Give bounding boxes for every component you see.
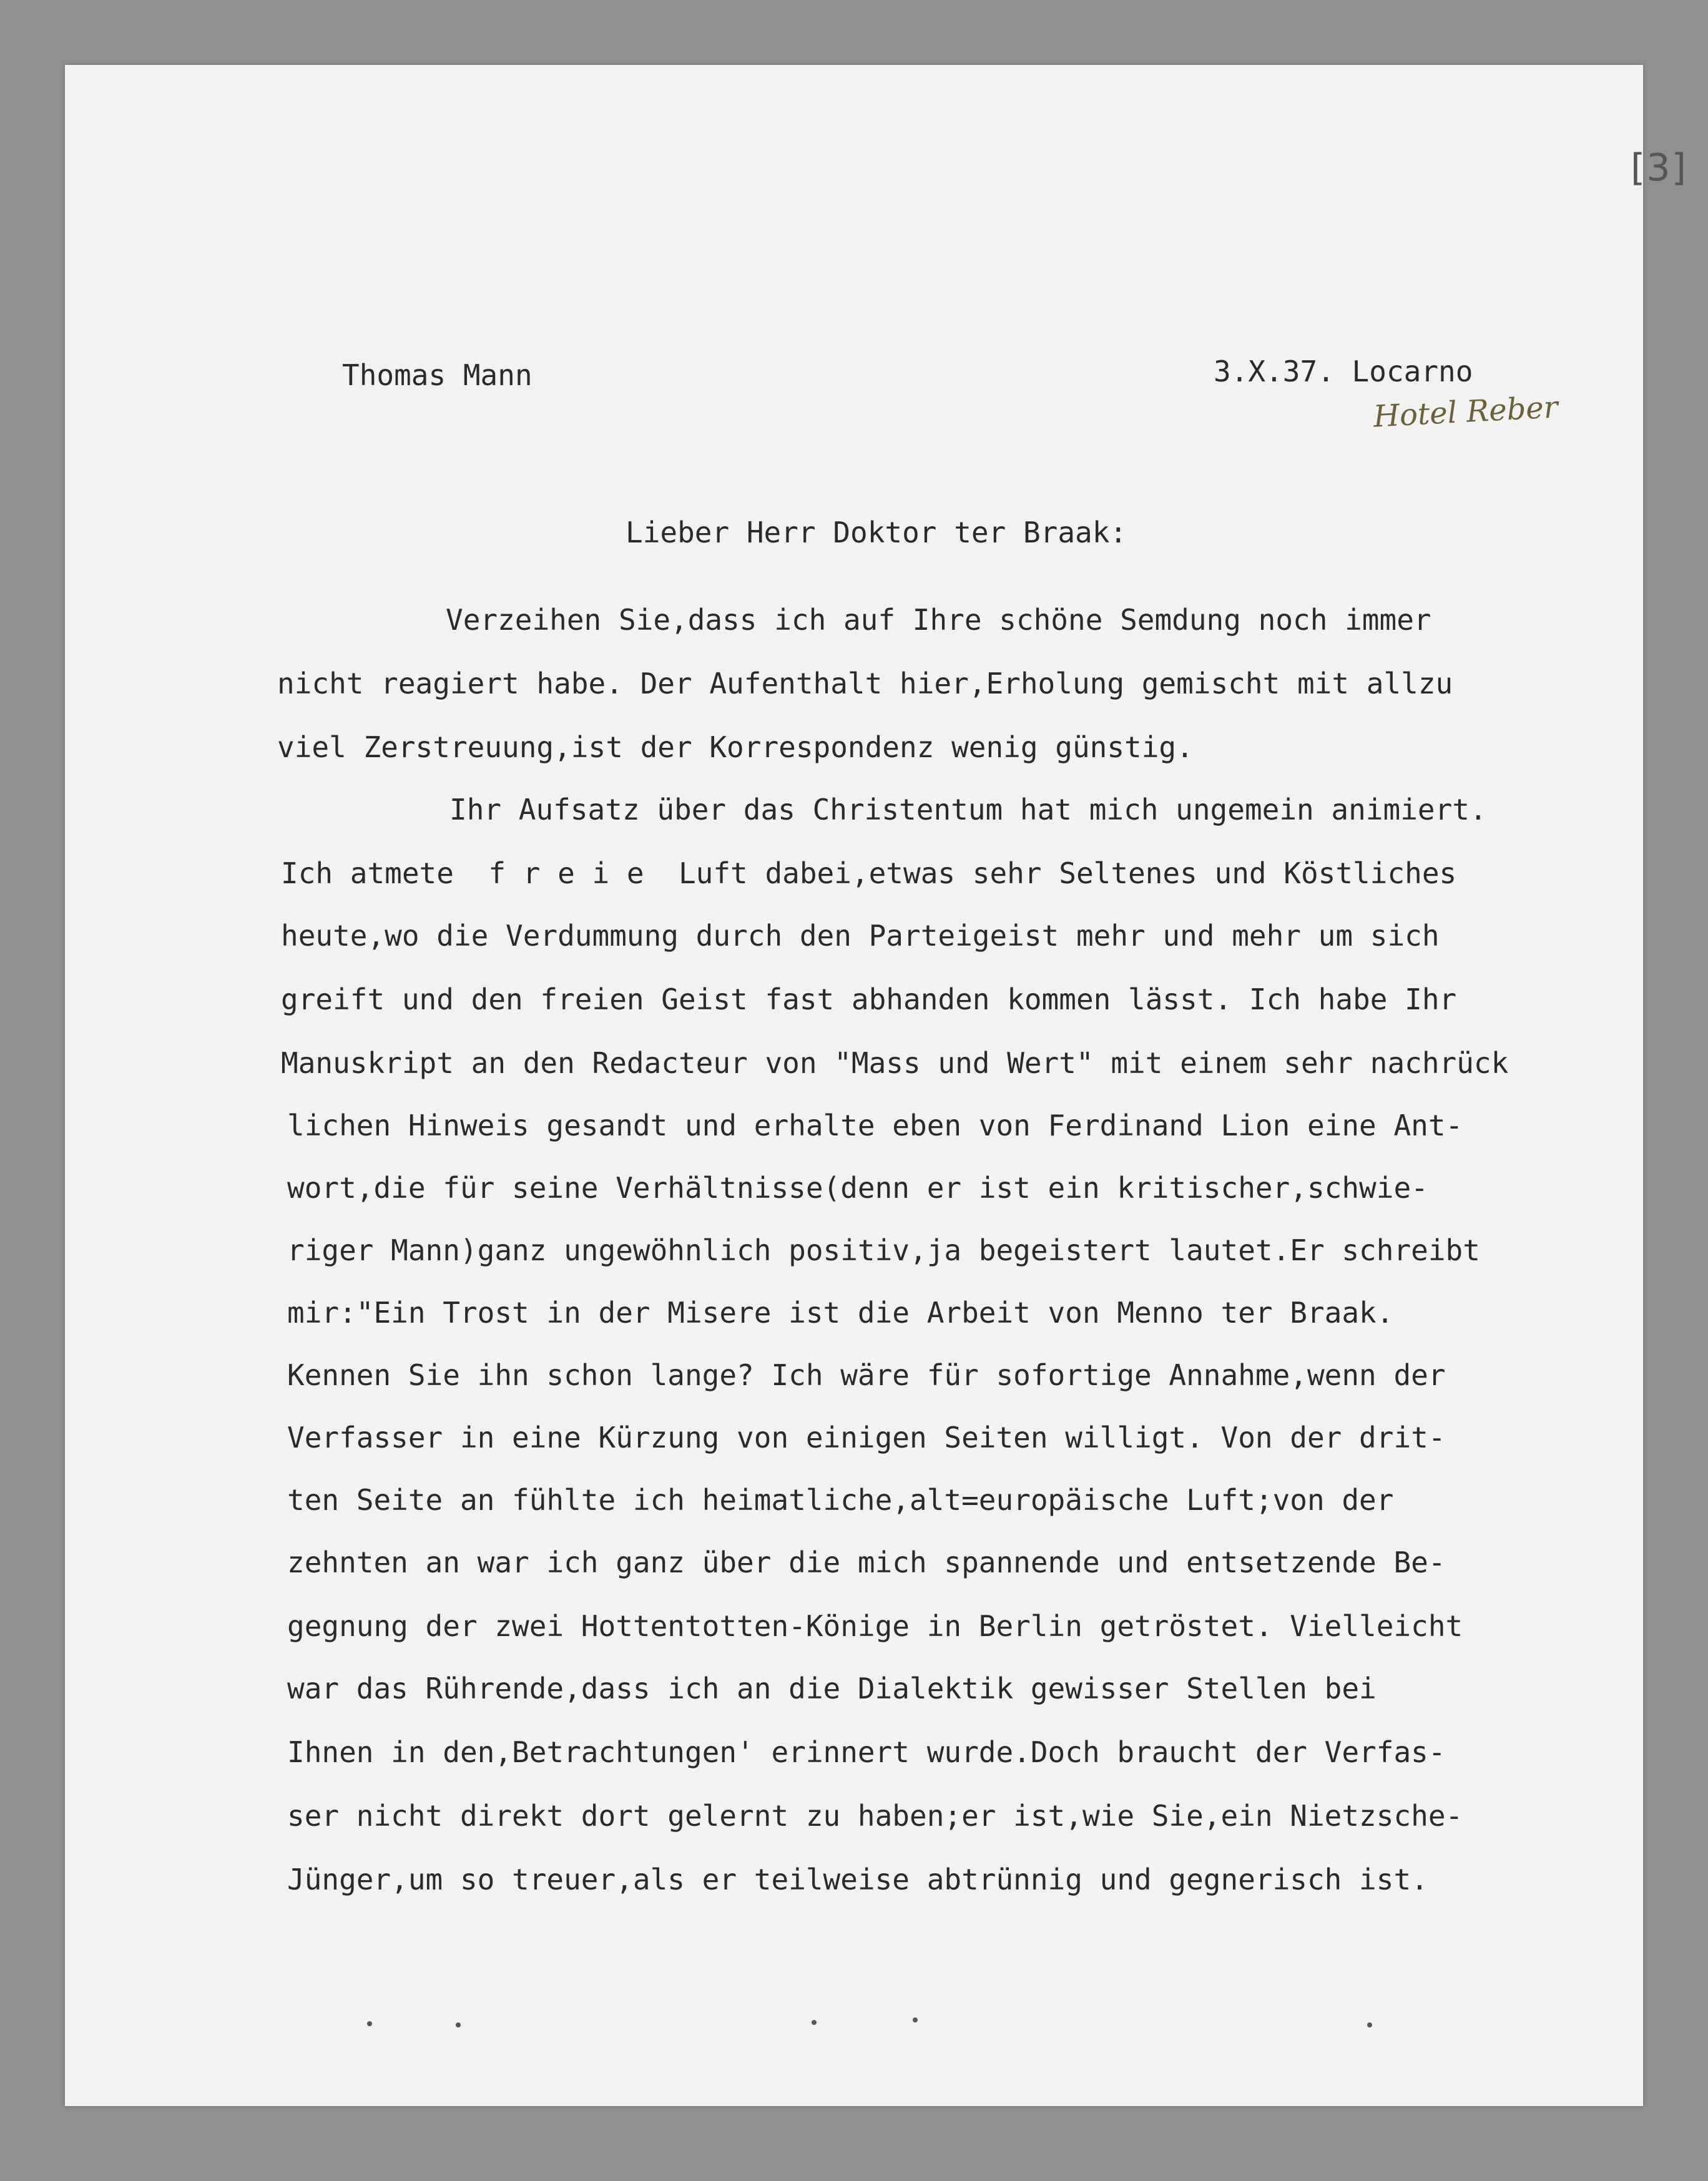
body-line: Jünger,um so treuer,als er teilweise abtrünnig und gegnerisch ist.	[287, 1863, 1428, 1896]
archive-page-number: [3]	[1631, 146, 1687, 190]
body-line: Kennen Sie ihn schon lange? Ich wäre für sofortige Annahme,wenn der	[287, 1358, 1446, 1392]
body-line: zehnten an war ich ganz über die mich spannende und entsetzende Be-	[287, 1546, 1446, 1579]
body-line: ser nicht direkt dort gelernt zu haben;er ist,wie Sie,ein Nietzsche-	[287, 1799, 1463, 1833]
date-place: 3.X.37. Locarno	[1214, 355, 1473, 388]
body-line: Ich atmete f r e i e Luft dabei,etwas sehr Seltenes und Köstliches	[281, 856, 1457, 890]
body-line: viel Zerstreuung,ist der Korrespondenz wenig günstig.	[277, 730, 1194, 764]
body-line: mir:"Ein Trost in der Misere ist die Arbeit von Menno ter Braak.	[287, 1296, 1394, 1330]
body-line: Ihr Aufsatz über das Christentum hat mich ungemein animiert.	[449, 793, 1487, 826]
body-line: Ihnen in den,Betrachtungen' erinnert wurde.Doch braucht der Verfas-	[287, 1735, 1446, 1769]
body-line: nicht reagiert habe. Der Aufenthalt hier,Erholung gemischt mit allzu	[277, 667, 1453, 700]
body-line: war das Rührende,dass ich an die Dialektik gewisser Stellen bei	[287, 1672, 1377, 1705]
body-line: gegnung der zwei Hottentotten-Könige in Berlin getröstet. Vielleicht	[287, 1609, 1463, 1643]
body-line: lichen Hinweis gesandt und erhalte eben von Ferdinand Lion eine Ant-	[287, 1109, 1463, 1142]
sender-name: Thomas Mann	[342, 358, 533, 392]
body-line: heute,wo die Verdummung durch den Parteigeist mehr und mehr um sich	[281, 919, 1440, 953]
body-line: Verzeihen Sie,dass ich auf Ihre schöne Semdung noch immer	[446, 603, 1431, 637]
handwritten-hotel-note: Hotel Reber	[1372, 390, 1559, 434]
body-line: Manuskript an den Redacteur von "Mass und Wert" mit einem sehr nachrück	[281, 1046, 1509, 1080]
body-line: riger Mann)ganz ungewöhnlich positiv,ja begeistert lautet.Er schreibt	[287, 1233, 1480, 1267]
body-line: greift und den freien Geist fast abhanden kommen lässt. Ich habe Ihr	[281, 983, 1457, 1016]
salutation: Lieber Herr Doktor ter Braak:	[626, 516, 1127, 549]
body-line: wort,die für seine Verhältnisse(denn er ist ein kritischer,schwie-	[287, 1171, 1428, 1205]
letter-page	[65, 65, 1687, 2106]
body-line: ten Seite an fühlte ich heimatliche,alt=europäische Luft;von der	[287, 1483, 1394, 1517]
body-line: Verfasser in eine Kürzung von einigen Seiten willigt. Von der drit-	[287, 1421, 1446, 1454]
